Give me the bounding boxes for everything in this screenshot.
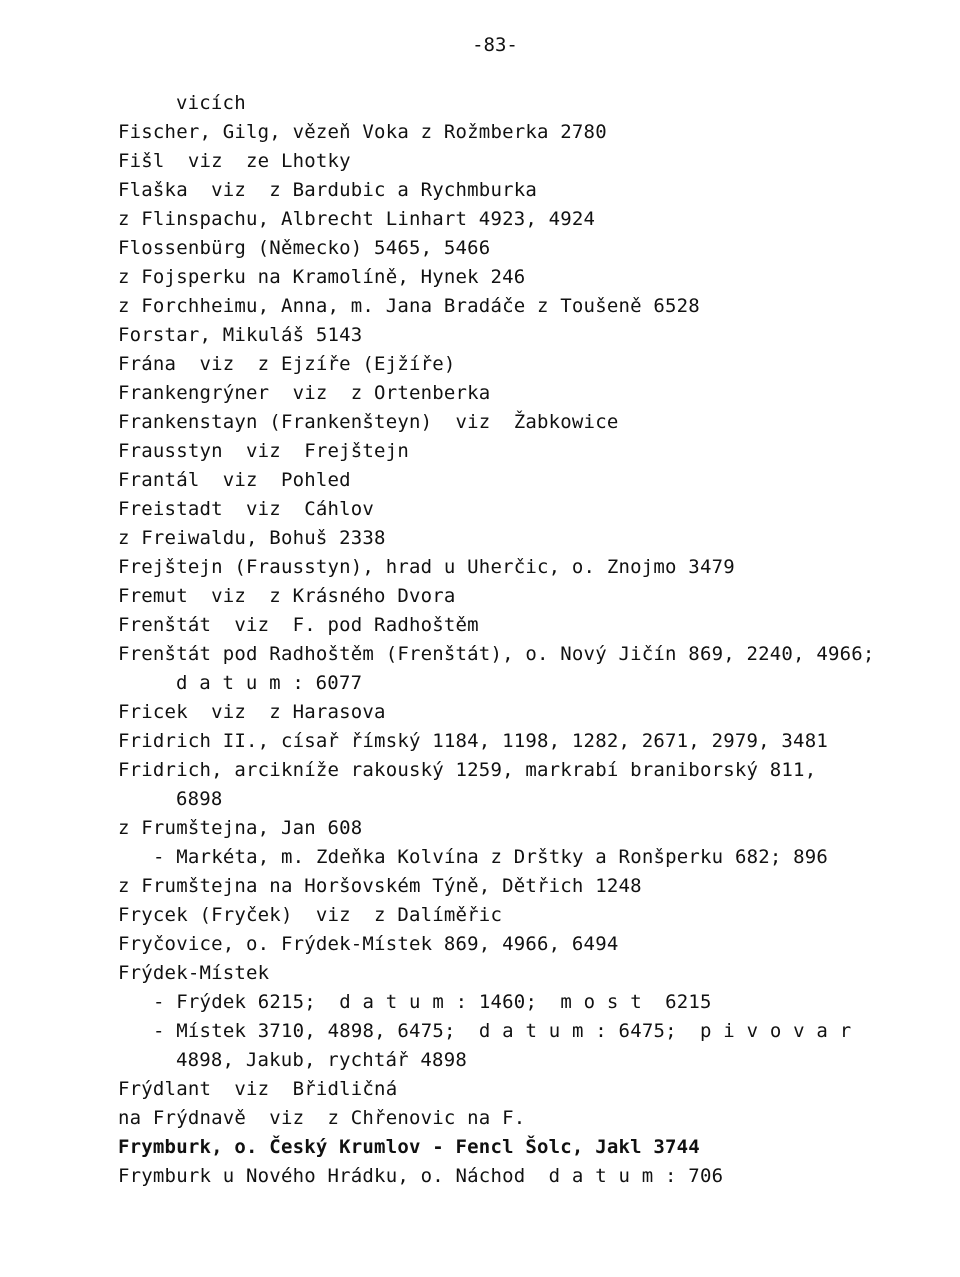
index-entry: Fricek viz z Harasova (118, 701, 386, 723)
index-entry: Fryčovice, o. Frýdek-Místek 869, 4966, 6494 (118, 933, 619, 955)
index-entry: Frýdlant viz Břidličná (118, 1078, 398, 1100)
index-entry: Frymburk, o. Český Krumlov - Fencl Šolc, Jakl 3744 (118, 1136, 700, 1158)
index-entry: z Flinspachu, Albrecht Linhart 4923, 4924 (118, 208, 596, 230)
index-entry: Frankenstayn (Frankenšteyn) viz Žabkowice (118, 411, 619, 433)
index-entry: Frankengrýner viz z Ortenberka (118, 382, 491, 404)
index-entry: Frymburk u Nového Hrádku, o. Náchod d a t u m : 706 (118, 1165, 724, 1187)
index-entry: z Frumštejna, Jan 608 (118, 817, 363, 839)
page-number: -83- (472, 34, 518, 56)
index-entry-continuation: 6898 (176, 788, 223, 810)
index-entry: Forstar, Mikuláš 5143 (118, 324, 363, 346)
index-entry-continuation: d a t u m : 6077 (176, 672, 363, 694)
index-entry: z Fojsperku na Kramolíně, Hynek 246 (118, 266, 526, 288)
index-entry-continuation: 4898, Jakub, rychtář 4898 (176, 1049, 467, 1071)
index-entry: Fišl viz ze Lhotky (118, 150, 351, 172)
index-entry: z Freiwaldu, Bohuš 2338 (118, 527, 386, 549)
index-entry: Flossenbürg (Německo) 5465, 5466 (118, 237, 491, 259)
index-entry: Frána viz z Ejzíře (Ejžíře) (118, 353, 456, 375)
index-entry-list (118, 89, 908, 1191)
index-entry: Frausstyn viz Frejštejn (118, 440, 409, 462)
index-entry: Fischer, Gilg, vězeň Voka z Rožmberka 2780 (118, 121, 607, 143)
index-entry: Frycek (Fryček) viz z Dalíměřic (118, 904, 503, 926)
index-entry: Frenštát viz F. pod Radhoštěm (118, 614, 479, 636)
index-entry: Flaška viz z Bardubic a Rychmburka (118, 179, 538, 201)
index-entry: Fremut viz z Krásného Dvora (118, 585, 456, 607)
index-entry: Fridrich II., císař římský 1184, 1198, 1282, 2671, 2979, 3481 (118, 730, 828, 752)
index-entry: Fridrich, arcikníže rakouský 1259, markrabí braniborský 811, (118, 759, 817, 781)
index-entry: Freistadt viz Cáhlov (118, 498, 375, 520)
index-entry: Frýdek-Místek (118, 962, 270, 984)
index-entry: Frenštát pod Radhoštěm (Frenštát), o. Nový Jičín 869, 2240, 4966; (118, 643, 875, 665)
index-entry: na Frýdnavě viz z Chřenovic na F. (118, 1107, 526, 1129)
index-entry-continuation: - Markéta, m. Zdeňka Kolvína z Drštky a Ronšperku 682; 896 (153, 846, 829, 868)
index-entry: z Forchheimu, Anna, m. Jana Bradáče z Toušeně 6528 (118, 295, 700, 317)
index-entry-continuation: - Frýdek 6215; d a t u m : 1460; m o s t 6215 (153, 991, 712, 1013)
index-entry: Frantál viz Pohled (118, 469, 351, 491)
index-entry: Frejštejn (Frausstyn), hrad u Uherčic, o. Znojmo 3479 (118, 556, 735, 578)
index-entry-continuation: vicích (176, 92, 246, 114)
index-entry-continuation: - Místek 3710, 4898, 6475; d a t u m : 6475; p i v o v a r (153, 1020, 852, 1042)
index-entry: z Frumštejna na Horšovském Týně, Dětřich 1248 (118, 875, 642, 897)
